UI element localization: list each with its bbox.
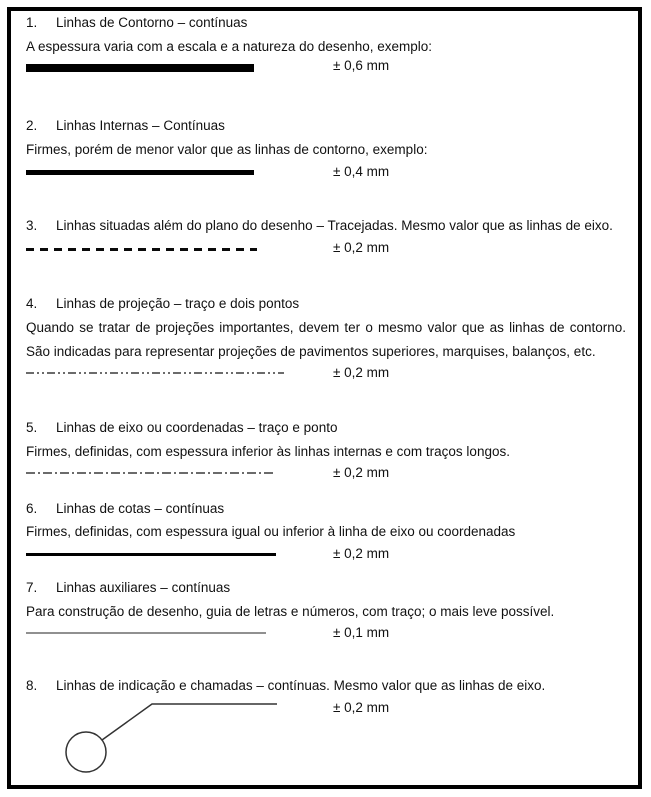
tolerance-label: ± 0,6 mm (333, 58, 390, 73)
section-1-body: A espessura varia com a escala e a natureza do desenho, exemplo: (26, 39, 432, 54)
line-sample-dimension (26, 553, 276, 556)
section-7-body: Para construção de desenho, guia de letras e números, com traço; o mais leve possível. (26, 604, 555, 619)
section-1-heading (26, 11, 247, 35)
section-title: Linhas de eixo ou coordenadas – traço e ponto (56, 420, 338, 435)
section-number: 7. (26, 580, 38, 595)
section-number: 6. (26, 501, 38, 516)
section-number: 2. (26, 118, 38, 133)
line-sample-auxiliary (26, 632, 266, 634)
tolerance-label: ± 0,2 mm (333, 365, 390, 380)
line-sample-contour (26, 64, 254, 72)
section-number: 5. (26, 420, 38, 435)
section-number: 4. (26, 296, 38, 311)
section-number: 1. (26, 15, 38, 30)
section-title: Linhas de indicação e chamadas – contínuas. Mesmo valor que as linhas de eixo. (56, 678, 546, 693)
section-title: Linhas de Contorno – contínuas (56, 15, 248, 30)
tolerance-label: ± 0,2 mm (333, 700, 390, 715)
tolerance-label: ± 0,2 mm (333, 240, 390, 255)
section-4-body: Quando se tratar de projeções importantes, devem ter o mesmo valor que as linhas de contorno. São indicadas para representar projeções de pavimentos superiores, marquises, balanços, etc. (26, 320, 626, 359)
section-3-heading (26, 214, 626, 238)
section-title: Linhas situadas além do plano do desenho – Tracejadas. Mesmo valor que as linhas de eixo. (56, 218, 613, 233)
line-sample-dash-double-dot (26, 372, 284, 374)
section-title: Linhas Internas – Contínuas (56, 118, 225, 133)
section-title: Linhas de projeção – traço e dois pontos (56, 296, 300, 311)
section-title: Linhas auxiliares – contínuas (56, 580, 231, 595)
leader-line-drawing (53, 690, 303, 789)
line-sample-dash-dot (26, 472, 273, 474)
tolerance-label: ± 0,1 mm (333, 625, 390, 640)
section-title: Linhas de cotas – contínuas (56, 501, 225, 516)
tolerance-label: ± 0,4 mm (333, 164, 390, 179)
tolerance-label: ± 0,2 mm (333, 465, 390, 480)
line-sample-internal (26, 170, 254, 175)
leader-circle (66, 732, 106, 772)
section-6-heading (26, 497, 224, 521)
section-number: 3. (26, 218, 38, 233)
section-number: 8. (26, 678, 38, 693)
section-5-heading (26, 416, 337, 440)
section-7-heading (26, 576, 230, 600)
section-6-body: Firmes, definidas, com espessura igual ou inferior à linha de eixo ou coordenadas (26, 524, 516, 539)
leader-polyline (102, 704, 277, 740)
page-border (7, 7, 642, 789)
section-5-body: Firmes, definidas, com espessura inferior às linhas internas e com traços longos. (26, 444, 510, 459)
page-content (11, 11, 638, 785)
line-sample-dashed (26, 248, 257, 251)
section-2-heading (26, 114, 225, 138)
tolerance-label: ± 0,2 mm (333, 546, 390, 561)
section-2-body: Firmes, porém de menor valor que as linhas de contorno, exemplo: (26, 142, 428, 157)
section-4-heading (26, 292, 299, 316)
